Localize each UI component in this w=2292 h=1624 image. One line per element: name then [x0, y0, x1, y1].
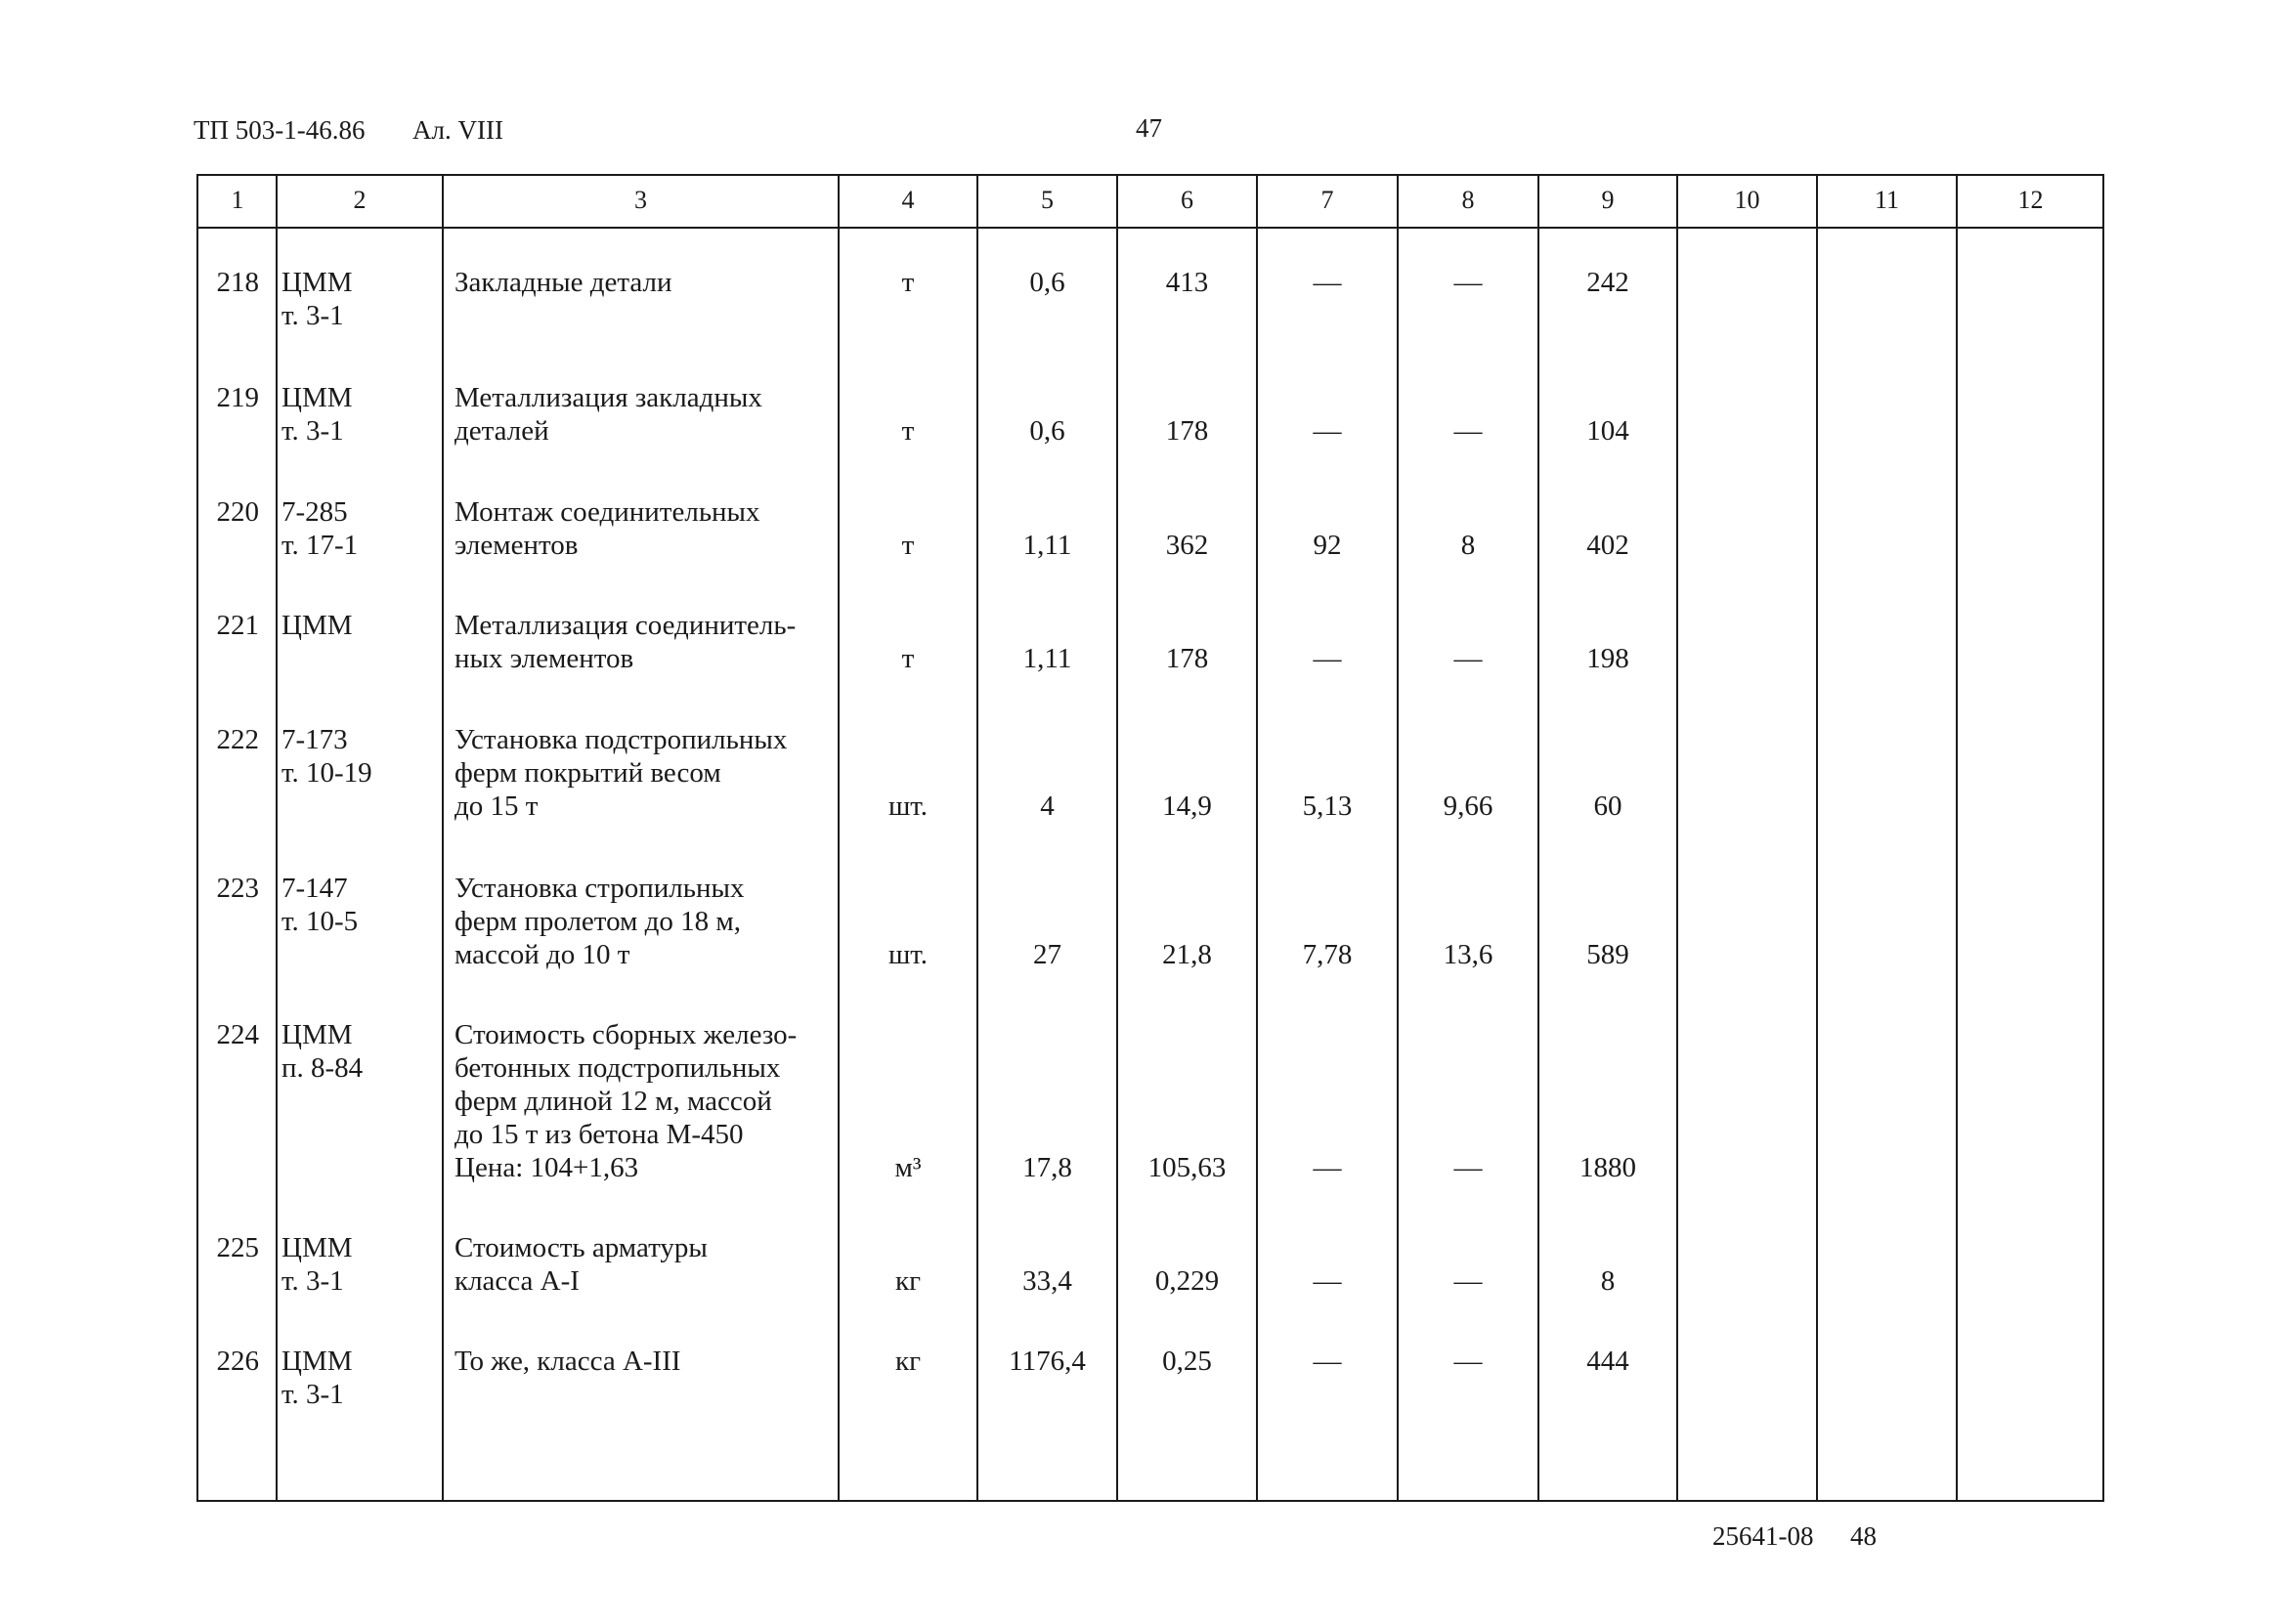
- unit-cell: т: [901, 415, 915, 447]
- basis-code: ЦММ: [281, 610, 353, 641]
- description-line: ферм пролетом до 18 м,: [454, 906, 742, 937]
- col8-cell: —: [1453, 1152, 1483, 1183]
- basis-code: 7-173: [281, 724, 348, 755]
- unit-cost-cell: 362: [1165, 530, 1209, 561]
- unit-cell: кг: [895, 1346, 921, 1377]
- estimate-table: [196, 174, 2104, 1502]
- page-number: 47: [1136, 113, 1162, 143]
- unit-cell: шт.: [887, 939, 929, 970]
- unit-cell: т: [901, 530, 915, 561]
- col7-cell: —: [1313, 1265, 1342, 1297]
- description-line: Стоимость сборных железо-: [454, 1019, 798, 1050]
- col8-cell: 8: [1460, 530, 1476, 561]
- column-number: 4: [901, 186, 915, 214]
- description-line: ных элементов: [454, 643, 634, 674]
- column-number: 1: [231, 186, 244, 214]
- total-cell: 402: [1586, 530, 1629, 561]
- basis-ref: т. 3-1: [281, 1265, 344, 1297]
- col7-cell: —: [1313, 415, 1342, 447]
- description-line: класса А-I: [454, 1265, 580, 1297]
- basis-code: 7-285: [281, 496, 348, 528]
- row-number: 219: [216, 382, 259, 413]
- unit-cell: шт.: [887, 791, 929, 822]
- row-number: 218: [216, 267, 259, 298]
- basis-code: ЦММ: [281, 1346, 353, 1377]
- column-divider: [1816, 176, 1818, 1500]
- column-number: 6: [1181, 186, 1193, 214]
- col7-cell: —: [1313, 1346, 1342, 1377]
- col8-cell: 13,6: [1443, 939, 1493, 970]
- unit-cost-cell: 178: [1165, 415, 1209, 447]
- description-line: Металлизация соединитель-: [454, 610, 797, 641]
- col8-cell: —: [1453, 1346, 1483, 1377]
- col7-cell: 7,78: [1302, 939, 1353, 970]
- description-line: Установка подстропильных: [454, 724, 788, 755]
- quantity-cell: 1,11: [1022, 530, 1072, 561]
- unit-cost-cell: 105,63: [1147, 1152, 1227, 1183]
- column-divider: [1256, 176, 1258, 1500]
- row-number: 225: [216, 1232, 259, 1263]
- basis-code: ЦММ: [281, 1232, 353, 1263]
- description-line: Цена: 104+1,63: [454, 1152, 639, 1183]
- quantity-cell: 0,6: [1029, 267, 1065, 298]
- basis-ref: т. 3-1: [281, 300, 344, 331]
- total-cell: 444: [1586, 1346, 1629, 1377]
- unit-cost-cell: 0,229: [1154, 1265, 1220, 1297]
- column-number: 5: [1041, 186, 1054, 214]
- col7-cell: —: [1313, 643, 1342, 674]
- basis-code: ЦММ: [281, 1019, 353, 1050]
- row-number: 223: [216, 873, 259, 904]
- unit-cost-cell: 178: [1165, 643, 1209, 674]
- col8-cell: —: [1453, 415, 1483, 447]
- quantity-cell: 1176,4: [1009, 1346, 1086, 1377]
- quantity-cell: 17,8: [1022, 1152, 1072, 1183]
- unit-cell: кг: [895, 1265, 921, 1297]
- basis-ref: т. 17-1: [281, 530, 359, 561]
- total-cell: 1880: [1579, 1152, 1636, 1183]
- row-number: 220: [216, 496, 259, 528]
- unit-cost-cell: 14,9: [1162, 791, 1212, 822]
- column-divider: [976, 176, 978, 1500]
- unit-cell: м³: [894, 1152, 922, 1183]
- col8-cell: —: [1453, 643, 1483, 674]
- column-divider: [276, 176, 278, 1500]
- description-line: Закладные детали: [454, 267, 672, 298]
- col7-cell: 5,13: [1302, 791, 1353, 822]
- column-number: 11: [1874, 186, 1900, 214]
- description-line: Металлизация закладных: [454, 382, 762, 413]
- footer-doc-code: 25641-08: [1712, 1521, 1814, 1551]
- description-line: Стоимость арматуры: [454, 1232, 708, 1263]
- col7-cell: —: [1313, 267, 1342, 298]
- description-line: до 15 т из бетона М-450: [454, 1119, 744, 1150]
- document-code: ТП 503-1-46.86: [194, 115, 366, 145]
- description-line: ферм длиной 12 м, массой: [454, 1086, 772, 1117]
- column-number: 9: [1601, 186, 1615, 214]
- column-number: 7: [1320, 186, 1334, 214]
- footer-sheet: 48: [1850, 1521, 1877, 1551]
- total-cell: 198: [1586, 643, 1629, 674]
- row-number: 221: [216, 610, 259, 641]
- description-line: элементов: [454, 530, 579, 561]
- col8-cell: —: [1453, 1265, 1483, 1297]
- description-line: деталей: [454, 415, 549, 447]
- description-line: до 15 т: [454, 791, 539, 822]
- column-divider: [1676, 176, 1678, 1500]
- unit-cell: т: [901, 267, 915, 298]
- album-number: Ал. VIII: [412, 115, 503, 145]
- quantity-cell: 1,11: [1022, 643, 1072, 674]
- unit-cell: т: [901, 643, 915, 674]
- col8-cell: 9,66: [1443, 791, 1493, 822]
- description-line: ферм покрытий весом: [454, 757, 721, 789]
- col7-cell: 92: [1313, 530, 1342, 561]
- basis-ref: т. 10-5: [281, 906, 359, 937]
- row-number: 222: [216, 724, 259, 755]
- column-divider: [1537, 176, 1539, 1500]
- description-line: Установка стропильных: [454, 873, 745, 904]
- column-number: 3: [634, 186, 647, 214]
- unit-cost-cell: 21,8: [1162, 939, 1212, 970]
- column-number: 12: [2017, 186, 2044, 214]
- basis-code: 7-147: [281, 873, 348, 904]
- column-number: 2: [353, 186, 367, 214]
- column-divider: [1116, 176, 1118, 1500]
- row-number: 226: [216, 1346, 259, 1377]
- column-number: 8: [1461, 186, 1475, 214]
- column-number: 10: [1734, 186, 1760, 214]
- total-cell: 104: [1586, 415, 1629, 447]
- basis-ref: п. 8-84: [281, 1052, 364, 1084]
- unit-cost-cell: 413: [1165, 267, 1209, 298]
- description-line: массой до 10 т: [454, 939, 630, 970]
- description-line: Монтаж соединительных: [454, 496, 760, 528]
- col8-cell: —: [1453, 267, 1483, 298]
- unit-cost-cell: 0,25: [1162, 1346, 1212, 1377]
- quantity-cell: 4: [1040, 791, 1055, 822]
- basis-ref: т. 3-1: [281, 415, 344, 447]
- total-cell: 60: [1593, 791, 1622, 822]
- total-cell: 242: [1586, 267, 1629, 298]
- quantity-cell: 0,6: [1029, 415, 1065, 447]
- total-cell: 589: [1586, 939, 1629, 970]
- column-divider: [838, 176, 840, 1500]
- basis-code: ЦММ: [281, 382, 353, 413]
- column-divider: [442, 176, 444, 1500]
- basis-ref: т. 10-19: [281, 757, 372, 789]
- basis-ref: т. 3-1: [281, 1379, 344, 1410]
- column-divider: [1956, 176, 1958, 1500]
- quantity-cell: 27: [1033, 939, 1061, 970]
- column-divider: [1397, 176, 1399, 1500]
- col7-cell: —: [1313, 1152, 1342, 1183]
- description-line: То же, класса А-III: [454, 1346, 681, 1377]
- basis-code: ЦММ: [281, 267, 353, 298]
- row-number: 224: [216, 1019, 259, 1050]
- quantity-cell: 33,4: [1022, 1265, 1072, 1297]
- total-cell: 8: [1600, 1265, 1616, 1297]
- description-line: бетонных подстропильных: [454, 1052, 781, 1084]
